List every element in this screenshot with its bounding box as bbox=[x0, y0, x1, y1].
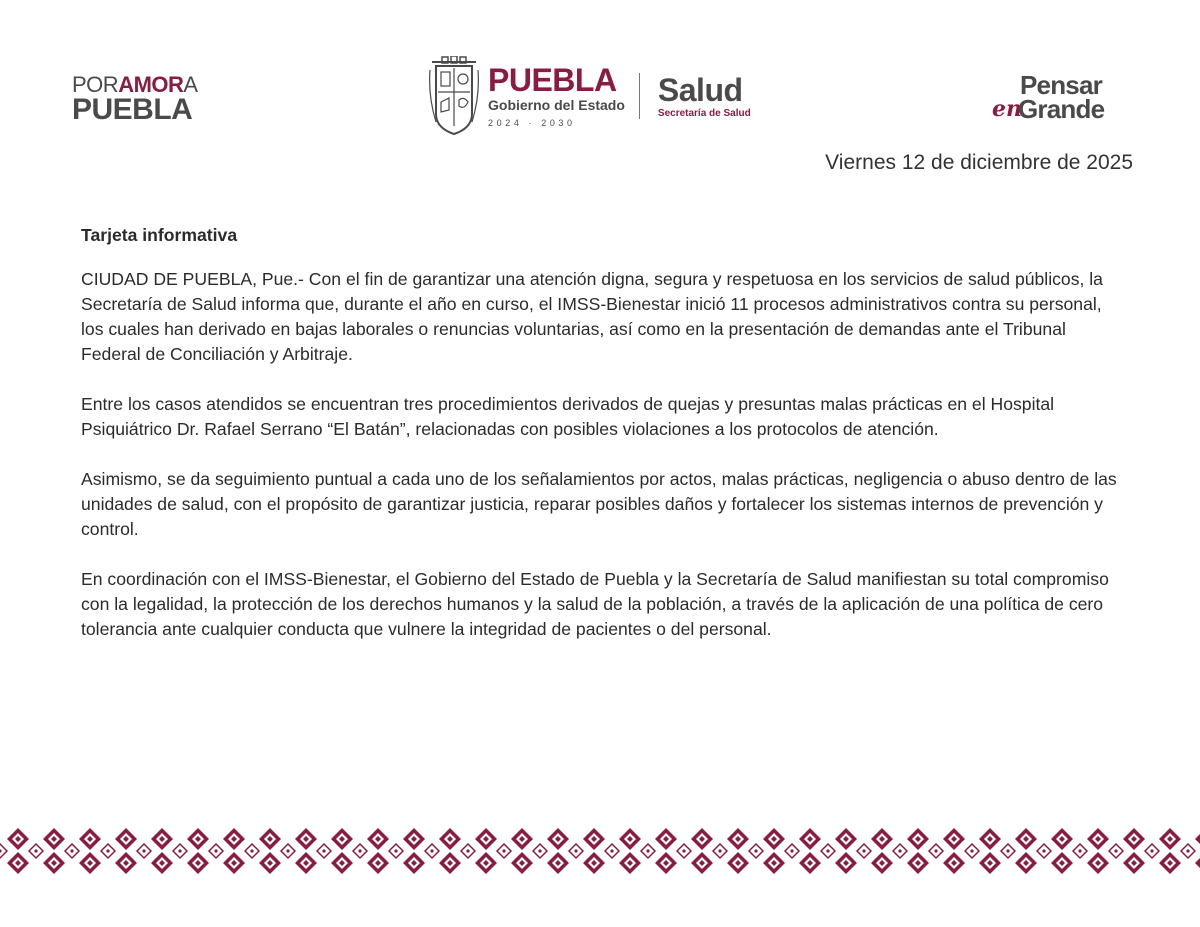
coat-of-arms-icon bbox=[428, 56, 480, 136]
logo-amor: AMOR bbox=[118, 72, 184, 97]
pensar-en-grande-logo bbox=[990, 72, 1140, 124]
paragraph-3: Asimismo, se da seguimiento puntual a cada uno de los señalamientos por actos, malas prácticas, negligencia o abuso dentro de las unidades de salud, con el propósito de garantizar justicia, reparar posibles daños y fortalecer los sistemas internos de prevención y control. bbox=[81, 469, 1117, 539]
decorative-border bbox=[0, 825, 1200, 877]
por-amor-a-puebla-logo bbox=[72, 74, 198, 125]
secretaria-de-salud-label: Secretaría de Salud bbox=[657, 107, 751, 119]
gobierno-puebla-salud-logo bbox=[428, 54, 751, 138]
logo-puebla: PUEBLA bbox=[72, 93, 193, 126]
document-date: Viernes 12 de diciembre de 2025 bbox=[825, 151, 1133, 174]
paragraph-1: CIUDAD DE PUEBLA, Pue.- Con el fin de garantizar una atención digna, segura y respetuosa en los servicios de salud públicos, la Secretaría de Salud informa que, durante el año en curso, el IMSS-Bienestar inició 11 procesos administrativos contra su personal, los cuales han derivado en bajas laborales o renuncias voluntarias, así como en la presentación de demandas ante el Tribunal Federal de Conciliación y Arbitraje. bbox=[81, 269, 1103, 364]
logo-a: A bbox=[183, 72, 198, 97]
administration-years: 2024 · 2030 bbox=[488, 117, 576, 128]
logo-grande: Grande bbox=[1018, 94, 1105, 124]
document-body bbox=[81, 223, 1121, 667]
gobierno-del-estado-label: Gobierno del Estado bbox=[488, 97, 625, 114]
puebla-wordmark: PUEBLA bbox=[488, 62, 617, 99]
paragraph-4: En coordinación con el IMSS-Bienestar, el Gobierno del Estado de Puebla y la Secretaría de Salud manifiestan su total compromiso con la legalidad, la protección de los derechos humanos y la salud de la población, a través de la aplicación de una política de cero tolerancia ante cualquier conducta que vulnere la integridad de pacientes o del personal. bbox=[81, 569, 1109, 639]
logo-pensar: Pensar bbox=[1020, 70, 1102, 100]
salud-wordmark: Salud bbox=[657, 71, 743, 108]
puebla-gobierno-block bbox=[488, 64, 625, 127]
logo-en: en bbox=[992, 96, 1022, 122]
salud-block bbox=[657, 71, 751, 119]
document-title: Tarjeta informativa bbox=[81, 225, 238, 245]
logo-divider bbox=[639, 73, 640, 119]
logo-por: POR bbox=[72, 72, 119, 97]
paragraph-2: Entre los casos atendidos se encuentran tres procedimientos derivados de quejas y presuntas malas prácticas en el Hospital Psiquiátrico Dr. Rafael Serrano “El Batán”, relacionadas con posibles violaciones a los protocolos de atención. bbox=[81, 394, 1055, 439]
